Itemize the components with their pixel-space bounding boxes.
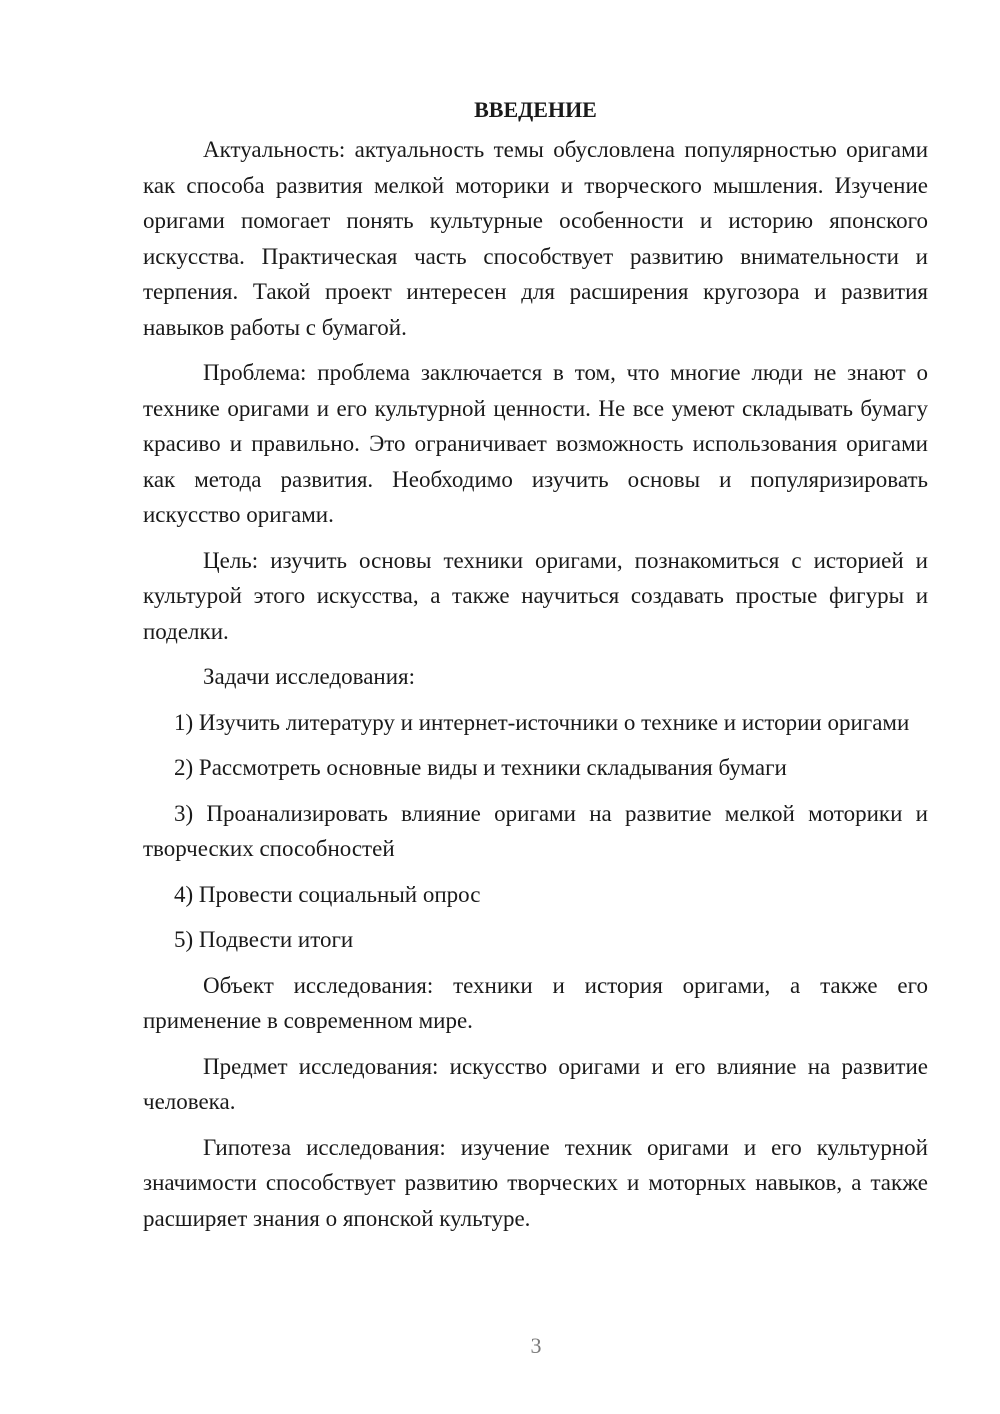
page-number: 3 (530, 1333, 542, 1358)
subject-paragraph: Предмет исследования: искусство оригами и его влияние на развитие человека. (143, 1053, 928, 1114)
tasks-title: Задачи исследования: (203, 664, 416, 689)
document-page (143, 92, 928, 1246)
task-item: 3) Проанализировать влияние оригами на развитие мелкой моторики и творческих способностей (143, 800, 928, 861)
task-item: 2) Рассмотреть основные виды и техники складывания бумаги (174, 755, 787, 780)
relevance-paragraph: Актуальность: актуальность темы обусловлена популярностью оригами как способа развития мелкой моторики и творческого мышления. Изучение оригами помогает понять культурные особенности и историю японского искусства. Практическая часть способствует развитию внимательности и терпения. Такой проект интересен для расширения кругозора и развития навыков работы с бумагой. (143, 137, 928, 340)
problem-paragraph: Проблема: проблема заключается в том, что многие люди не знают о технике оригами и его культурной ценности. Не все умеют складывать бумагу красиво и правильно. Это ограничивает возможность использования оригами как метода развития. Необходимо изучить основы и популяризировать искусство оригами. (143, 360, 928, 527)
task-item: 4) Провести социальный опрос (174, 881, 481, 907)
page-title: ВВЕДЕНИЕ (474, 97, 597, 122)
object-paragraph: Объект исследования: техники и история оригами, а также его применение в современном мире. (143, 972, 928, 1033)
task-item: 5) Подвести итоги (174, 927, 354, 952)
goal-paragraph: Цель: изучить основы техники оригами, познакомиться с историей и культурой этого искусства, а также научиться создавать простые фигуры и поделки. (143, 547, 928, 644)
task-item: 1) Изучить литературу и интернет-источники о технике и истории оригами (174, 709, 910, 735)
hypothesis-paragraph: Гипотеза исследования: изучение техник оригами и его культурной значимости способствует развитию творческих и моторных навыков, а также расширяет знания о японской культуре. (143, 1134, 928, 1231)
